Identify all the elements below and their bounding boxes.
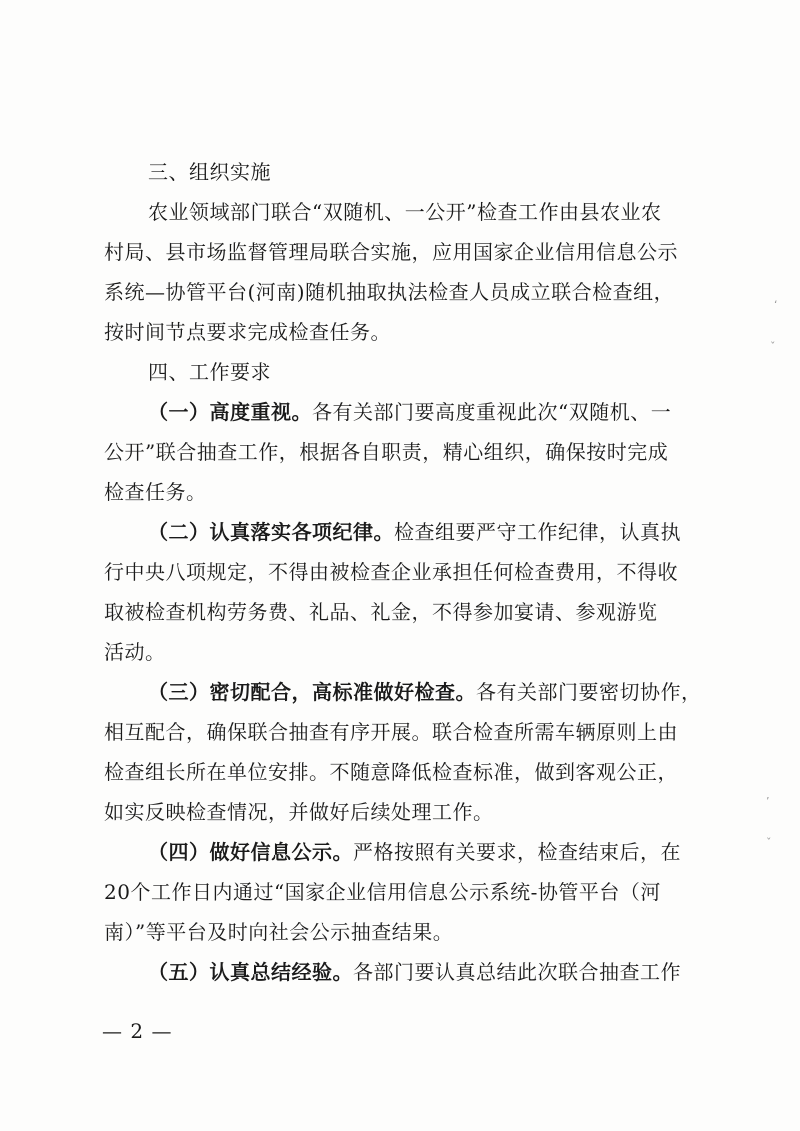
- scan-artifact-mark: ˇ: [770, 340, 776, 353]
- item-3-title: （三）密切配合，高标准做好检查。: [148, 680, 476, 704]
- item-5-first-line: [104, 952, 704, 992]
- item-4-first-line: [104, 832, 704, 872]
- paragraph-line: 检查组长所在单位安排。不随意降低检查标准，做到客观公正，: [104, 760, 678, 784]
- paragraph-line: 如实反映检查情况，并做好后续处理工作。: [104, 800, 494, 824]
- item-5-title: （五）认真总结经验。: [148, 960, 353, 984]
- document-body: [104, 152, 704, 992]
- item-1-text: 各有关部门要高度重视此次“双随机、一: [312, 400, 672, 424]
- section-heading-organization: 三、组织实施: [148, 160, 271, 184]
- scan-artifact-mark: ˇ: [766, 836, 772, 849]
- item-2-text: 检查组要严守工作纪律，认真执: [394, 520, 681, 544]
- paragraph-line: 村局、县市场监督管理局联合实施，应用国家企业信用信息公示: [104, 240, 678, 264]
- item-2-title: （二）认真落实各项纪律。: [148, 520, 394, 544]
- page-number: — 2 —: [102, 1019, 173, 1043]
- paragraph-line: 按时间节点要求完成检查任务。: [104, 320, 391, 344]
- paragraph-line: 公开”联合抽查工作，根据各自职责，精心组织，确保按时完成: [104, 440, 669, 464]
- item-3-text: 各有关部门要密切协作，: [476, 680, 702, 704]
- item-2-first-line: [104, 512, 704, 552]
- paragraph-line: 20个工作日内通过“国家企业信用信息公示系统-协管平台（河: [104, 880, 661, 904]
- item-1-title: （一）高度重视。: [148, 400, 312, 424]
- item-3-first-line: [104, 672, 704, 712]
- item-4-title: （四）做好信息公示。: [148, 840, 353, 864]
- scan-artifact-mark: ʼ: [766, 795, 770, 808]
- paragraph-line: 农业领域部门联合“双随机、一公开”检查工作由县农业农: [148, 200, 662, 224]
- paragraph-line: 相互配合，确保联合抽查有序开展。联合检查所需车辆原则上由: [104, 720, 678, 744]
- item-5-text: 各部门要认真总结此次联合抽查工作: [353, 960, 681, 984]
- section-heading-requirements: 四、工作要求: [148, 360, 271, 384]
- paragraph-line: 检查任务。: [104, 480, 207, 504]
- paragraph-line: 活动。: [104, 640, 166, 664]
- paragraph-line: 取被检查机构劳务费、礼品、礼金，不得参加宴请、参观游览: [104, 600, 658, 624]
- scan-artifact-mark: ʻ: [774, 298, 778, 311]
- item-1-first-line: [104, 392, 704, 432]
- paragraph-line: 行中央八项规定，不得由被检查企业承担任何检查费用，不得收: [104, 560, 678, 584]
- item-4-text: 严格按照有关要求，检查结束后，在: [353, 840, 681, 864]
- paragraph-line: 系统—协管平台(河南)随机抽取执法检查人员成立联合检查组，: [104, 280, 675, 304]
- paragraph-line: 南）”等平台及时向社会公示抽查结果。: [104, 920, 454, 944]
